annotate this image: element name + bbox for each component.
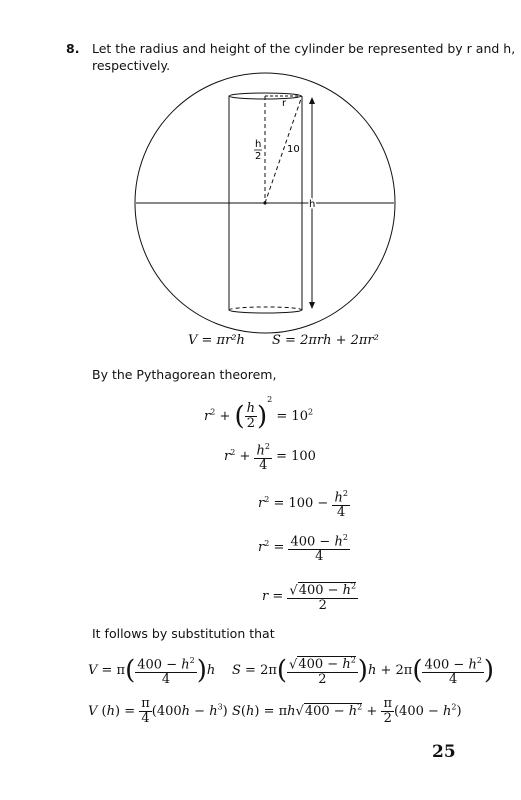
equation-s-sub: S = 2π( $\frac{√400 - h^2}{2}$ )h + 2π( $\frac{400 - h^2}{4}$ )	[232, 655, 495, 688]
equation-4: $r^2$ = $\frac{400 - h^2}{4}$	[258, 533, 348, 565]
label-h: h	[309, 199, 316, 210]
equation-1: $r^2$ + ( $\frac{h}{2}$ )$^2 = 10^2$	[204, 395, 314, 432]
equation-5: r = $\frac{√400 - h^2}{2}$	[262, 582, 357, 614]
problem-number: 8.	[66, 41, 80, 56]
page-number: 25	[432, 742, 456, 762]
pythagorean-text: By the Pythagorean theorem,	[92, 367, 277, 382]
volume-formula: V = πr²h	[188, 333, 245, 348]
label-10: 10	[287, 144, 300, 155]
cylinder-bottom-front	[229, 310, 302, 313]
problem-intro-line2: respectively.	[92, 58, 171, 73]
center-dot	[263, 201, 266, 204]
surface-formula: S = 2πrh + 2πr²	[272, 333, 379, 348]
label-h-half-den: 2	[255, 151, 262, 162]
sphere-cylinder-diagram	[0, 0, 521, 340]
label-r: r	[282, 98, 287, 109]
height-arrow-up	[309, 97, 315, 104]
equation-2: $r^2$ + $\frac{h^2}{4}$ = 100	[224, 442, 316, 474]
height-arrow-down	[309, 302, 315, 309]
equation-3: $r^2 = 100$ − $\frac{h^2}{4}$	[258, 489, 348, 521]
substitution-text: It follows by substitution that	[92, 626, 275, 641]
label-h-half-num: h	[255, 139, 262, 150]
equation-v-of-h: V (h) = $\frac{\pi}{4}$ $(400h - h^3)$	[88, 696, 228, 726]
cylinder-bottom-back	[229, 307, 302, 310]
equation-v-sub: V = π( $\frac{400 - h^2}{4}$ )h	[88, 655, 216, 688]
problem-intro-line1: Let the radius and height of the cylinder be represented by r and h,	[92, 41, 516, 56]
equation-s-of-h: $S(h) = \pi h√400 - h^2$ + $\frac{\pi}{2}$ $(400 - h^2)$	[232, 696, 462, 726]
